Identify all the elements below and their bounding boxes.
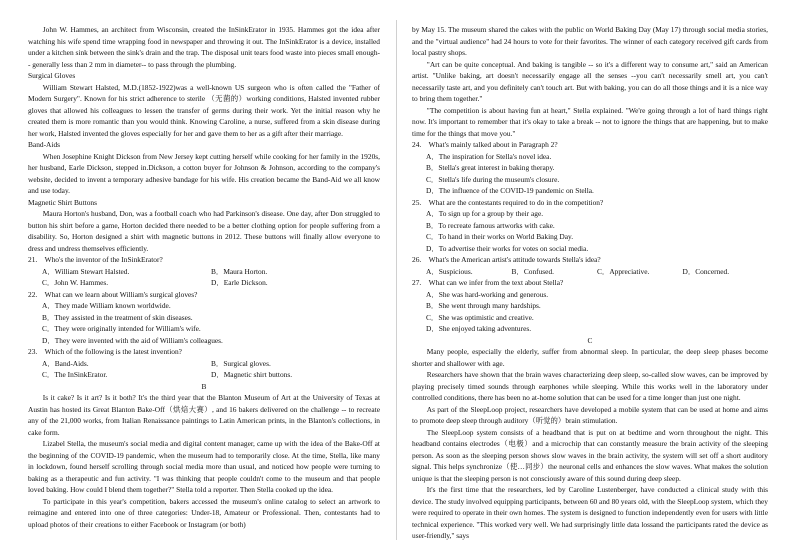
passage-c-p3: As part of the SleepLoop project, researchers have developed a mobile system that can be used at home and aims to promote deep sleep through auditory（听觉的）brain stimulation. (412, 404, 768, 425)
option-b: B．She went through many hardships. (426, 301, 541, 310)
passage-a-gloves: William Stewart Halsted, M.D.(1852-1922)was a well-known US surgeon who is often called the "Father of Modern Surgery". Known for his strict adherence to sterile （无菌的）working conditions, Halsted invented rubber gloves that allowed his colleagues to lessen the transfer of germs during their work. Yet the initial reason why he created them is more romantic than you would think. Knowing Caroline, a nurse, suffered from a skin disease during her work, Halsted invented the gloves especially for her and gave them to her as a gift after their marriage. (28, 82, 380, 138)
option-b: B．Maura Horton. (211, 266, 268, 276)
option-a: A．They made William known worldwide. (42, 301, 171, 310)
question-27: 27. What can we infer from the text about Stella? (412, 278, 564, 287)
passage-b-p4: "Art can be quite conceptual. And baking is tangible -- so it's a different way to consume art," said an American artist. "Unlike baking, art doesn't necessarily engage all the senses --you can't necessarily smell art, you can't necessarily taste art, and you definitely can't touch art. But with baking, you can do all those things and it is a nice way to bring them together." (412, 59, 768, 103)
option-c: C．They were originally intended for William's wife. (42, 324, 201, 333)
passage-c-p4: The SleepLoop system consists of a headband that is put on at bedtime and worn throughout the night. This headband contains electrodes（电极）and a microchip that can constantly measure the brain activity of the sleeping person. As soon as the sleeping person shows slow waves in the brain activity, the system will set off a short auditory signal. This helps synchronize（使…同步）the neuronal cells and enhances the slow waves. What makes the solution unique is that the sleeping person is not consciously aware of this sound during deep sleep. (412, 427, 768, 483)
section-c-title: C (587, 335, 593, 345)
heading-surgical-gloves: Surgical Gloves (28, 71, 76, 80)
option-d: D．She enjoyed taking adventures. (426, 324, 532, 333)
option-c: C．She was optimistic and creative. (426, 312, 534, 322)
option-a: A．The inspiration for Stella's novel idea. (426, 151, 552, 161)
question-21: 21. Who's the inventor of the InSinkErator? (28, 255, 163, 264)
passage-b-p2: Lizabel Stella, the museum's social media and digital content manager, came up with the idea of the Bake-Off at the beginning of the COVID-19 pandemic, when the museum had to temporarily close. At the time, Stella, like many in lockdown, found herself scrolling through social media more than usual, and noticed how people were turning to baking as a therapeutic and fun activity. "I was thinking that people couldn't come to the museum and that people loved baking. How could I blend them together?" Stella told a reporter. Then Stella cooked up the idea. (28, 439, 380, 494)
option-d: D．Concerned. (682, 266, 730, 276)
question-26-options (412, 266, 768, 278)
heading-band-aids: Band-Aids (28, 140, 61, 149)
option-d: D．Earle Dickson. (211, 278, 268, 287)
question-25: 25. What are the contestants required to do in the competition? (412, 197, 604, 207)
passage-b-p1: Is it cake? Is it art? Is it both? It's the third year that the Blanton Museum of Art at the University of Texas at Austin has hosted its Great Blanton Bake-Off（烘焙大赛）, and 16 bakers delivered on the challenge -- to recreate any of the 21,000 works, from Italian Renaissance paintings to Latin American prints, in the Blanton's collections, in cake form. (28, 393, 380, 437)
heading-magnetic-buttons: Magnetic Shirt Buttons (28, 197, 97, 207)
option-c: C．The InSinkErator. (42, 370, 108, 379)
passage-c-p5: It's the first time that the researchers, led by Caroline Lustenberger, have conducted a clinical study with this device. The study involved equipping participants, between 60 and 80 years old, with the SleepLoop system, which they were required to operate in their own homes. The system is designed to function independently even for users with little technical experience. "This worked very well. We had surprisingly little data lossand the participants rated the device as user-friendly," says (412, 485, 768, 540)
option-b: B．Confused. (511, 266, 554, 276)
option-c: C．Appreciative. (597, 266, 650, 276)
left-column (28, 24, 380, 530)
option-d: D．To advertise their works for votes on social media. (426, 243, 589, 253)
option-a: A．Band-Aids. (42, 358, 89, 368)
option-a: A．She was hard-working and generous. (426, 289, 549, 299)
question-24: 24. What's mainly talked about in Paragraph 2? (412, 140, 558, 149)
passage-b-p5: "The competition is about having fun at heart," Stella explained. "We're going through a lot of hard things right now. It's important to remember that it's okay to take a break -- not to ignore the things that are happening, but to make time for the things that move you." (412, 105, 768, 138)
passage-a-bandaids: When Josephine Knight Dickson from New Jersey kept cutting herself while cooking for her family in the 1920s, her husband, Earle Dickson, stepped in.Dickson, a cotton buyer for Johnson & Johnson, according to the company's website, decided to invent a temporary adhesive bandage for his wife. His creation became the Band-Aid we all know and use today. (28, 151, 380, 195)
option-a: A．William Stewart Halsted. (42, 266, 130, 276)
passage-a-buttons: Maura Horton's husband, Don, was a football coach who had Parkinson's disease. One day, after Don struggled to button his shirt before a game, Horton decided there needed to be a better clothing option for people suffering from a disability. So, Horton designed a shirt with magnetic buttons in 2012. These buttons will finally allow everyone to dress and undress themselves efficiently. (28, 209, 380, 253)
passage-c-p2: Researchers have shown that the brain waves characterizing deep sleep, so-called slow waves, can be improved by playing precisely timed sounds through earphones while sleeping. While this works well in the laboratory under controlled conditions, there has been no at-home solution that can be used for a time longer than just one night. (412, 370, 768, 402)
right-column (412, 24, 768, 542)
option-b: B．To recreate famous artworks with cake. (426, 220, 555, 230)
passage-b-p3: To participate in this year's competition, bakers accessed the museum's online catalog to select an artwork to reimagine and entered into one of three categories: Under-18, Amateur or Professional. Then, contestants had to upload photos of their creations to either Facebook or Instagram (or both) (28, 496, 380, 529)
option-c: C．John W. Hammes. (42, 278, 109, 287)
option-b: B．Stella's great interest in baking therapy. (426, 163, 555, 172)
question-22: 22. What can we learn about William's surgical gloves? (28, 289, 198, 299)
option-d: D．The influence of the COVID-19 pandemic on Stella. (426, 186, 594, 195)
option-b: B．They assisted in the treatment of skin diseases. (42, 312, 193, 322)
option-b: B．Surgical gloves. (211, 358, 271, 368)
passage-a-intro: John W. Hammes, an architect from Wisconsin, created the InSinkErator in 1935. Hammes got the idea after watching his wife spend time wrapping food in newspaper and throwing it out. The InSinkErator is a device, installed under a kitchen sink between the sink's drain and the trap. The disposal unit tears food waste into pieces small enough-- generally less than 2 mm in diameter-- to pass through the plumbing. (28, 25, 380, 69)
question-21-options (28, 266, 380, 289)
option-a: A．To sign up for a group by their age. (426, 209, 544, 218)
question-26: 26. What's the American artist's attitude towards Stella's idea? (412, 255, 601, 264)
option-a: A．Suspicious. (426, 266, 473, 276)
section-b-title: B (201, 381, 207, 391)
question-23-options (28, 358, 380, 381)
column-divider (396, 20, 397, 540)
option-c: C．Stella's life during the museum's closure. (426, 174, 560, 184)
passage-c-p1: Many people, especially the elderly, suffer from abnormal sleep. In particular, the deep sleep phases become shorter and shallower with age. (412, 347, 768, 368)
question-23: 23. Which of the following is the latest invention? (28, 347, 182, 356)
option-c: C．To hand in their works on World Baking Day. (426, 232, 574, 241)
option-d: D．Magnetic shirt buttons. (211, 370, 293, 379)
passage-b-p3-cont: by May 15. The museum shared the cakes with the public on World Baking Day (May 17) through social media stories, and the "virtual audience" had 24 hours to vote for their favorites. The winner of each category received gift cards from local pastry shops. (412, 25, 768, 57)
option-d: D．They were invented with the aid of William's colleagues. (42, 335, 223, 345)
